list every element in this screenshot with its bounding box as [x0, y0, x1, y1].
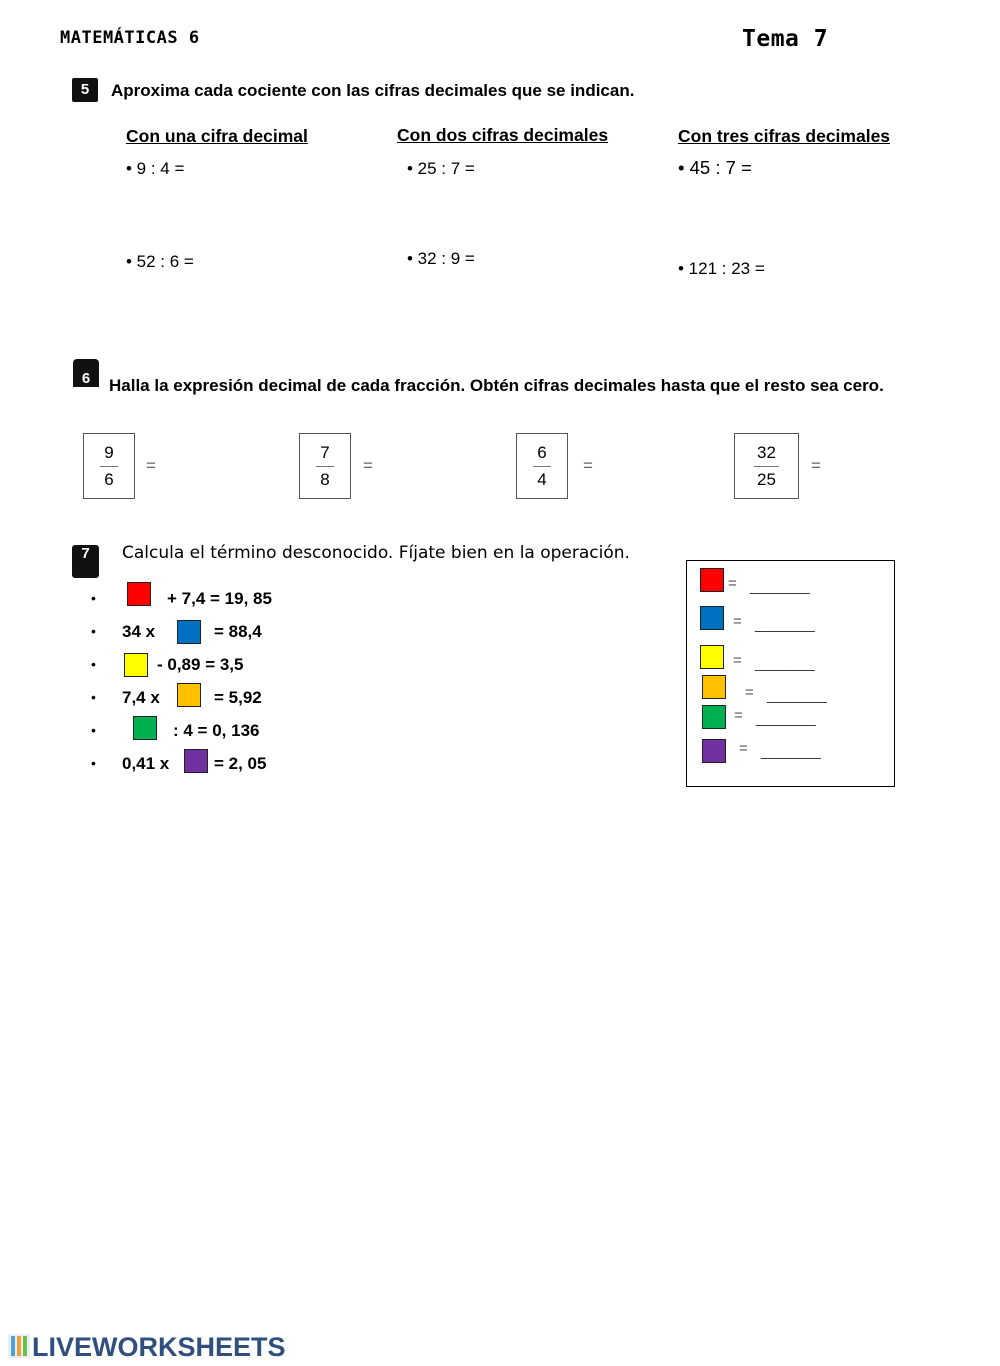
liveworksheets-logo-icon — [8, 1334, 30, 1358]
fraction-bar — [316, 466, 334, 467]
equation-1-rest: + 7,4 = 19, 85 — [167, 589, 272, 608]
blue-square-answer-key — [700, 606, 724, 630]
red-square-unknown — [127, 582, 151, 606]
equation-4-start: 7,4 x — [122, 688, 160, 707]
fraction-6-4 — [516, 433, 568, 499]
purple-square-unknown — [184, 749, 208, 773]
red-square-answer-key — [700, 568, 724, 592]
green-square-unknown — [133, 716, 157, 740]
topic-title: Tema 7 — [742, 26, 829, 52]
bullet: • — [91, 722, 96, 738]
answer-equals: = — [733, 613, 742, 630]
orange-square-unknown — [177, 683, 201, 707]
division-45-7: • 45 : 7 = — [678, 157, 752, 178]
bullet: • — [91, 689, 96, 705]
answer-equals: = — [733, 652, 742, 669]
red-answer-field[interactable]: ________ — [750, 578, 809, 595]
equation-2-start: 34 x — [122, 622, 156, 641]
equation-2-rest: = 88,4 — [214, 622, 262, 641]
column-heading-one-decimal: Con una cifra decimal — [126, 126, 308, 146]
equals-sign: = — [363, 456, 373, 475]
equals-sign: = — [583, 456, 593, 475]
division-121-23: • 121 : 23 = — [678, 259, 765, 278]
answer-equals: = — [728, 575, 737, 592]
bullet: • — [91, 623, 96, 639]
division-25-7: • 25 : 7 = — [407, 159, 475, 178]
equation-5-rest: : 4 = 0, 136 — [173, 721, 260, 740]
answer-equals: = — [745, 684, 754, 701]
subject-title: MATEMÁTICAS 6 — [60, 28, 200, 48]
question-5-instruction: Aproxima cada cociente con las cifras decimales que se indican. — [111, 81, 635, 100]
column-heading-two-decimals: Con dos cifras decimales — [397, 125, 609, 145]
fraction-numerator: 9 — [104, 443, 114, 462]
fraction-bar — [754, 466, 779, 467]
yellow-answer-field[interactable]: ________ — [755, 655, 814, 672]
yellow-square-answer-key — [700, 645, 724, 669]
fraction-numerator: 6 — [537, 443, 547, 462]
equals-sign: = — [811, 456, 821, 475]
fraction-numerator: 7 — [320, 443, 330, 462]
bullet: • — [91, 590, 96, 606]
question-6-instruction: Halla la expresión decimal de cada fracción. Obtén cifras decimales hasta que el resto sea cero. — [109, 376, 884, 395]
question-7-instruction: Calcula el término desconocido. Fíjate bien en la operación. — [122, 543, 630, 563]
fraction-denominator: 4 — [537, 470, 547, 489]
purple-square-answer-key — [702, 739, 726, 763]
fraction-denominator: 8 — [320, 470, 330, 489]
orange-answer-field[interactable]: ________ — [767, 687, 826, 704]
fraction-denominator: 25 — [757, 470, 776, 489]
orange-square-answer-key — [702, 675, 726, 699]
fraction-9-6 — [83, 433, 135, 499]
bullet: • — [91, 755, 96, 771]
purple-answer-field[interactable]: ________ — [761, 743, 820, 760]
fraction-numerator: 32 — [757, 443, 776, 462]
division-9-4: • 9 : 4 = — [126, 159, 185, 178]
bullet: • — [91, 656, 96, 672]
division-52-6: • 52 : 6 = — [126, 252, 194, 271]
yellow-square-unknown — [124, 653, 148, 677]
green-square-answer-key — [702, 705, 726, 729]
fraction-bar — [533, 466, 551, 467]
question-6-number: 6 — [73, 359, 99, 387]
equation-3-rest: - 0,89 = 3,5 — [157, 655, 244, 674]
liveworksheets-logo-text: LIVEWORKSHEETS — [32, 1332, 286, 1362]
equation-6-rest: = 2, 05 — [214, 754, 267, 773]
question-7-number: 7 — [72, 545, 99, 578]
blue-square-unknown — [177, 620, 201, 644]
fraction-bar — [100, 466, 118, 467]
fraction-7-8 — [299, 433, 351, 499]
fraction-32-25 — [734, 433, 799, 499]
equation-6-start: 0,41 x — [122, 754, 170, 773]
division-32-9: • 32 : 9 = — [407, 249, 475, 268]
fraction-denominator: 6 — [104, 470, 114, 489]
equals-sign: = — [146, 456, 156, 475]
answer-equals: = — [739, 740, 748, 757]
question-5-number: 5 — [72, 78, 98, 102]
equation-4-rest: = 5,92 — [214, 688, 262, 707]
answer-equals: = — [734, 707, 743, 724]
column-heading-three-decimals: Con tres cifras decimales — [678, 126, 891, 146]
blue-answer-field[interactable]: ________ — [755, 616, 814, 633]
green-answer-field[interactable]: ________ — [756, 710, 815, 727]
